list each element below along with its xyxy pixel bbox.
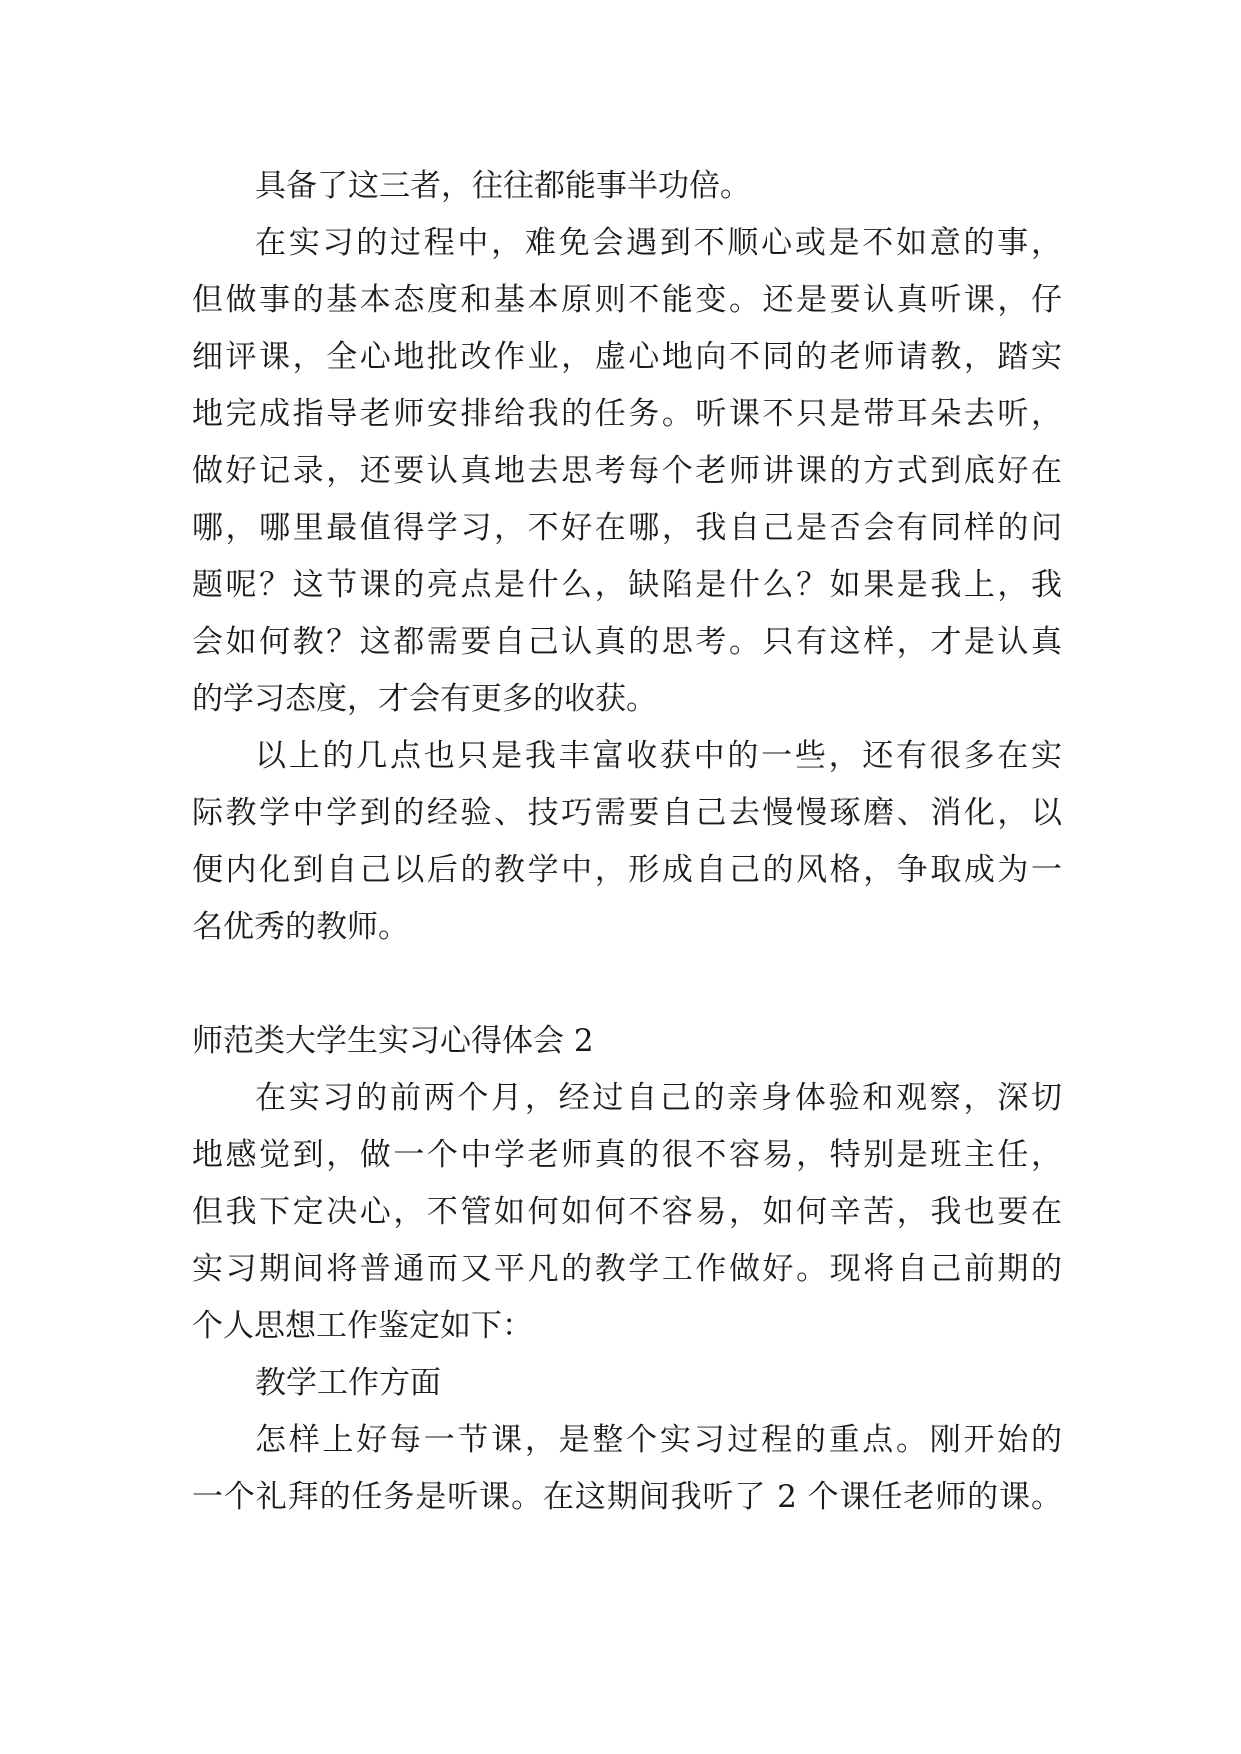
subheading-line: 教学工作方面 [255, 1365, 441, 1401]
paragraph-line: 但做事的基本态度和基本原则不能变。还是要认真听课，仔 [192, 282, 1062, 318]
section-heading: 师范类大学生实习心得体会 2 [192, 1023, 594, 1059]
paragraph-line: 题呢？这节课的亮点是什么，缺陷是什么？如果是我上，我 [192, 567, 1062, 603]
paragraph-line: 在实习的过程中，难免会遇到不顺心或是不如意的事， [255, 225, 1062, 261]
paragraph-line: 在实习的前两个月，经过自己的亲身体验和观察，深切 [255, 1080, 1062, 1116]
paragraph-line: 实习期间将普通而又平凡的教学工作做好。现将自己前期的 [192, 1251, 1062, 1287]
paragraph-line: 一个礼拜的任务是听课。在这期间我听了 2 个课任老师的课。 [192, 1479, 1062, 1515]
paragraph-line: 地感觉到，做一个中学老师真的很不容易，特别是班主任， [192, 1137, 1062, 1173]
paragraph-line: 名优秀的教师。 [192, 909, 409, 945]
paragraph-line: 细评课，全心地批改作业，虚心地向不同的老师请教，踏实 [192, 339, 1062, 375]
paragraph-line: 际教学中学到的经验、技巧需要自己去慢慢琢磨、消化，以 [192, 795, 1062, 831]
paragraph-line: 会如何教？这都需要自己认真的思考。只有这样，才是认真 [192, 624, 1062, 660]
paragraph-line: 哪，哪里最值得学习，不好在哪，我自己是否会有同样的问 [192, 510, 1062, 546]
paragraph-line: 具备了这三者，往往都能事半功倍。 [255, 168, 751, 204]
paragraph-line: 做好记录，还要认真地去思考每个老师讲课的方式到底好在 [192, 453, 1062, 489]
paragraph-line: 但我下定决心，不管如何如何不容易，如何辛苦，我也要在 [192, 1194, 1062, 1230]
paragraph-line: 地完成指导老师安排给我的任务。听课不只是带耳朵去听， [192, 396, 1062, 432]
paragraph-line: 怎样上好每一节课，是整个实习过程的重点。刚开始的 [255, 1422, 1062, 1458]
paragraph-line: 个人思想工作鉴定如下： [192, 1308, 533, 1344]
paragraph-line: 以上的几点也只是我丰富收获中的一些，还有很多在实 [255, 738, 1062, 774]
paragraph-line: 的学习态度，才会有更多的收获。 [192, 681, 657, 717]
paragraph-line: 便内化到自己以后的教学中，形成自己的风格，争取成为一 [192, 852, 1062, 888]
